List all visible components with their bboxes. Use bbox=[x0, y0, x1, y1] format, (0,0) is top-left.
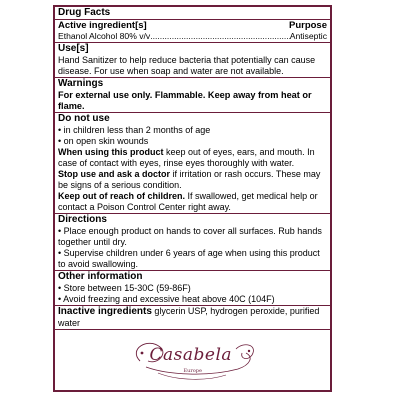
other-information-section bbox=[55, 271, 330, 306]
keep-out-paragraph bbox=[58, 191, 327, 213]
title-row bbox=[55, 7, 330, 20]
do-not-use-item: • on open skin wounds bbox=[58, 136, 327, 147]
do-not-use-heading: Do not use bbox=[58, 112, 110, 124]
purpose-heading: Purpose bbox=[288, 20, 327, 31]
active-ingredient-name: Ethanol Alcohol 80% v/v bbox=[58, 31, 151, 41]
active-ingredient-line bbox=[58, 31, 327, 42]
active-ingredients-section bbox=[55, 20, 330, 43]
active-heading-row bbox=[58, 20, 327, 31]
brand-logo bbox=[118, 331, 268, 389]
logo-brand-text: Casabela bbox=[149, 344, 233, 365]
inactive-ingredients-section bbox=[55, 306, 330, 330]
when-using-text: keep out of eyes, ears, and mouth. In case of contact with eyes, rinse eyes thoroughly with water. bbox=[58, 146, 315, 168]
logo-section bbox=[55, 330, 330, 390]
directions-item: • Supervise children under 6 years of age when using this product to avoid swallowing. bbox=[58, 248, 327, 270]
active-ingredient-purpose: Antiseptic bbox=[289, 31, 327, 41]
keep-out-text: If swallowed, get medical help or contact a Poison Control Center right away. bbox=[58, 190, 318, 212]
other-information-heading: Other information bbox=[58, 270, 143, 282]
leader-dots bbox=[150, 31, 290, 42]
inactive-ingredients-heading: Inactive ingredients bbox=[58, 305, 152, 317]
inactive-ingredients-text: glycerin USP, hydrogen peroxide, purified water bbox=[58, 305, 320, 328]
other-information-item: • Store between 15-30C (59-86F) bbox=[58, 283, 327, 294]
stop-use-paragraph bbox=[58, 169, 327, 191]
stop-use-text: if irritation or rash occurs. These may be signs of a serious condition. bbox=[58, 168, 321, 190]
uses-text: Hand Sanitizer to help reduce bacteria that potentially can cause disease. For use when soap and water are not available. bbox=[58, 54, 316, 76]
stop-use-lead: Stop use and ask a doctor bbox=[58, 168, 171, 179]
warnings-heading: Warnings bbox=[58, 77, 104, 89]
uses-section bbox=[55, 43, 330, 78]
active-ingredients-heading: Active ingredient[s] bbox=[58, 20, 147, 31]
drug-facts-label bbox=[53, 5, 332, 392]
logo-tagline: Europe bbox=[183, 367, 202, 374]
directions-item: • Place enough product on hands to cover all surfaces. Rub hands together until dry. bbox=[58, 226, 327, 248]
do-not-use-item: • in children less than 2 months of age bbox=[58, 125, 327, 136]
when-using-paragraph bbox=[58, 147, 327, 169]
drug-facts-title: Drug Facts bbox=[58, 7, 111, 18]
inactive-ingredients-paragraph bbox=[58, 306, 327, 329]
when-using-lead: When using this product bbox=[58, 146, 164, 157]
warnings-section bbox=[55, 78, 330, 113]
uses-heading: Use[s] bbox=[58, 42, 89, 54]
do-not-use-section bbox=[55, 113, 330, 214]
directions-section bbox=[55, 214, 330, 271]
other-information-item: • Avoid freezing and excessive heat above 40C (104F) bbox=[58, 294, 327, 305]
keep-out-lead: Keep out of reach of children. bbox=[58, 190, 186, 201]
external-use-warning: For external use only. Flammable. Keep away from heat or flame. bbox=[58, 89, 312, 111]
directions-heading: Directions bbox=[58, 213, 107, 225]
